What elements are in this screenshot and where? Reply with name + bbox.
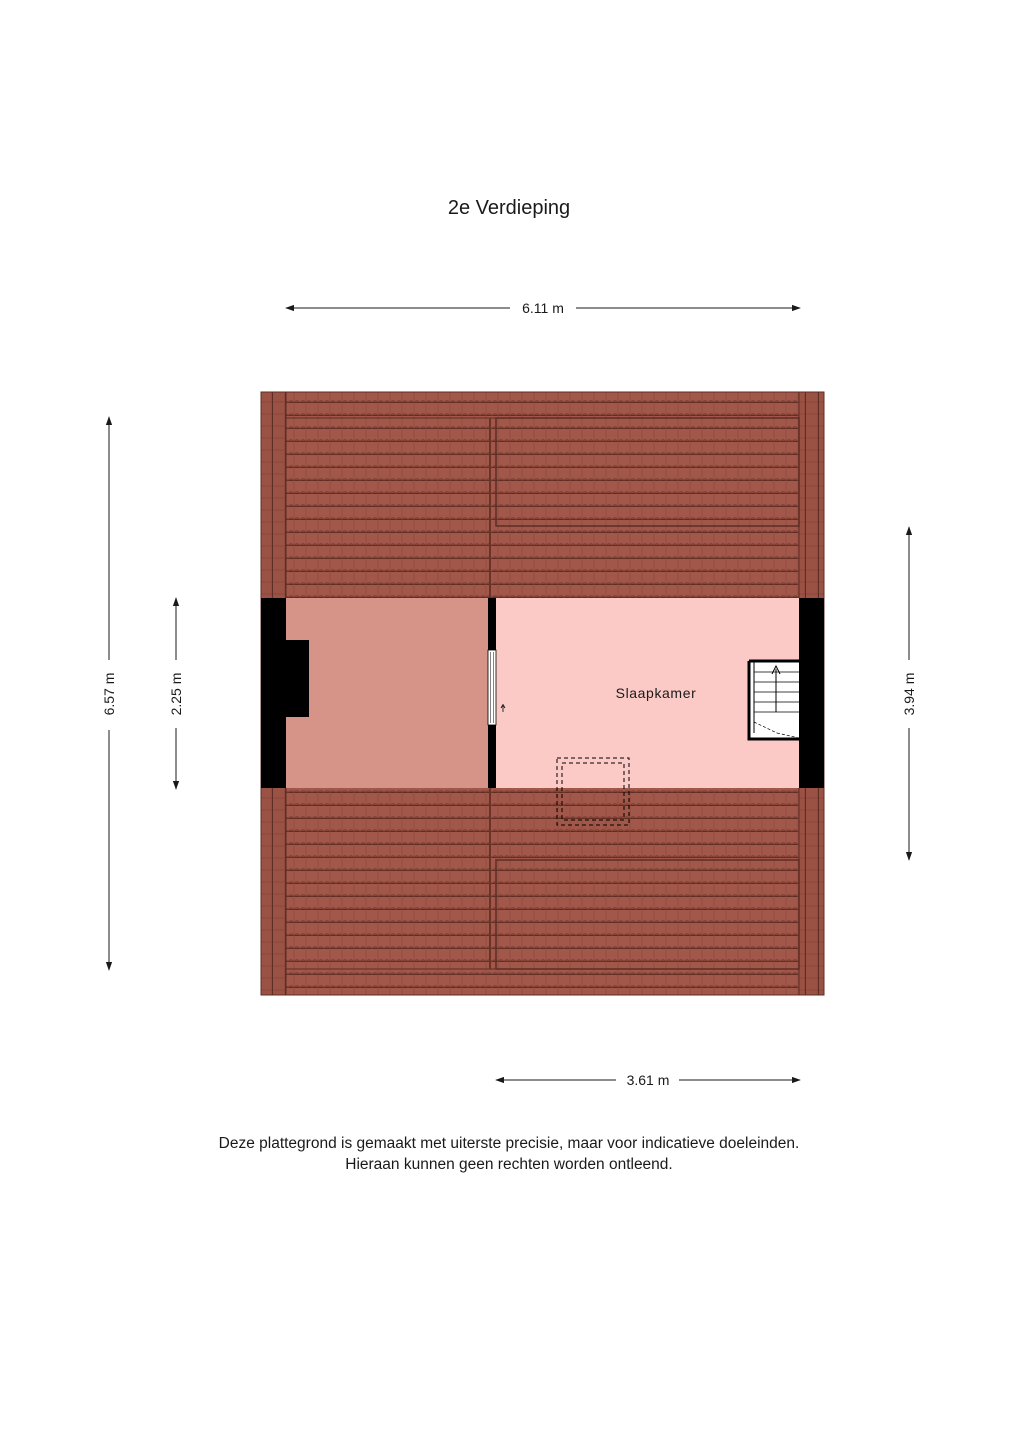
- page-title: 2e Verdieping: [447, 197, 571, 219]
- wall-middle-top: [488, 598, 496, 650]
- dimension-bottom-width-label: 3.61 m: [626, 1072, 670, 1088]
- roof-block-bottom-right: [496, 860, 799, 969]
- wall-right: [799, 598, 824, 788]
- roof-eave-top: [261, 392, 824, 418]
- disclaimer: [0, 1133, 1018, 1175]
- dimension-left-outer-height: [101, 417, 117, 970]
- dimension-left-outer-height-label: 6.57 m: [101, 672, 117, 716]
- wall-middle-bottom: [488, 725, 496, 788]
- disclaimer-line-1: Deze plattegrond is gemaakt met uiterste precisie, maar voor indicatieve doeleinden.: [218, 1135, 800, 1152]
- bedroom-label: Slaapkamer: [615, 685, 697, 701]
- dimension-right-height-label: 3.94 m: [901, 672, 917, 716]
- dimension-top-width: [286, 300, 800, 316]
- dimension-right-height: [901, 527, 917, 860]
- roof-eave-bottom: [261, 969, 824, 995]
- dimension-left-inner-height-label: 2.25 m: [168, 672, 184, 716]
- chimney-left: [286, 640, 309, 717]
- wall-left: [261, 598, 286, 788]
- roof-block-top-right: [496, 418, 799, 526]
- disclaimer-line-2: Hieraan kunnen geen rechten worden ontleend.: [345, 1156, 673, 1173]
- staircase-icon: [749, 661, 799, 739]
- dimension-left-inner-height: [168, 598, 184, 789]
- dimension-top-width-label: 6.11 m: [522, 300, 564, 316]
- dimension-bottom-width: [496, 1072, 800, 1088]
- attic-space: [286, 598, 488, 788]
